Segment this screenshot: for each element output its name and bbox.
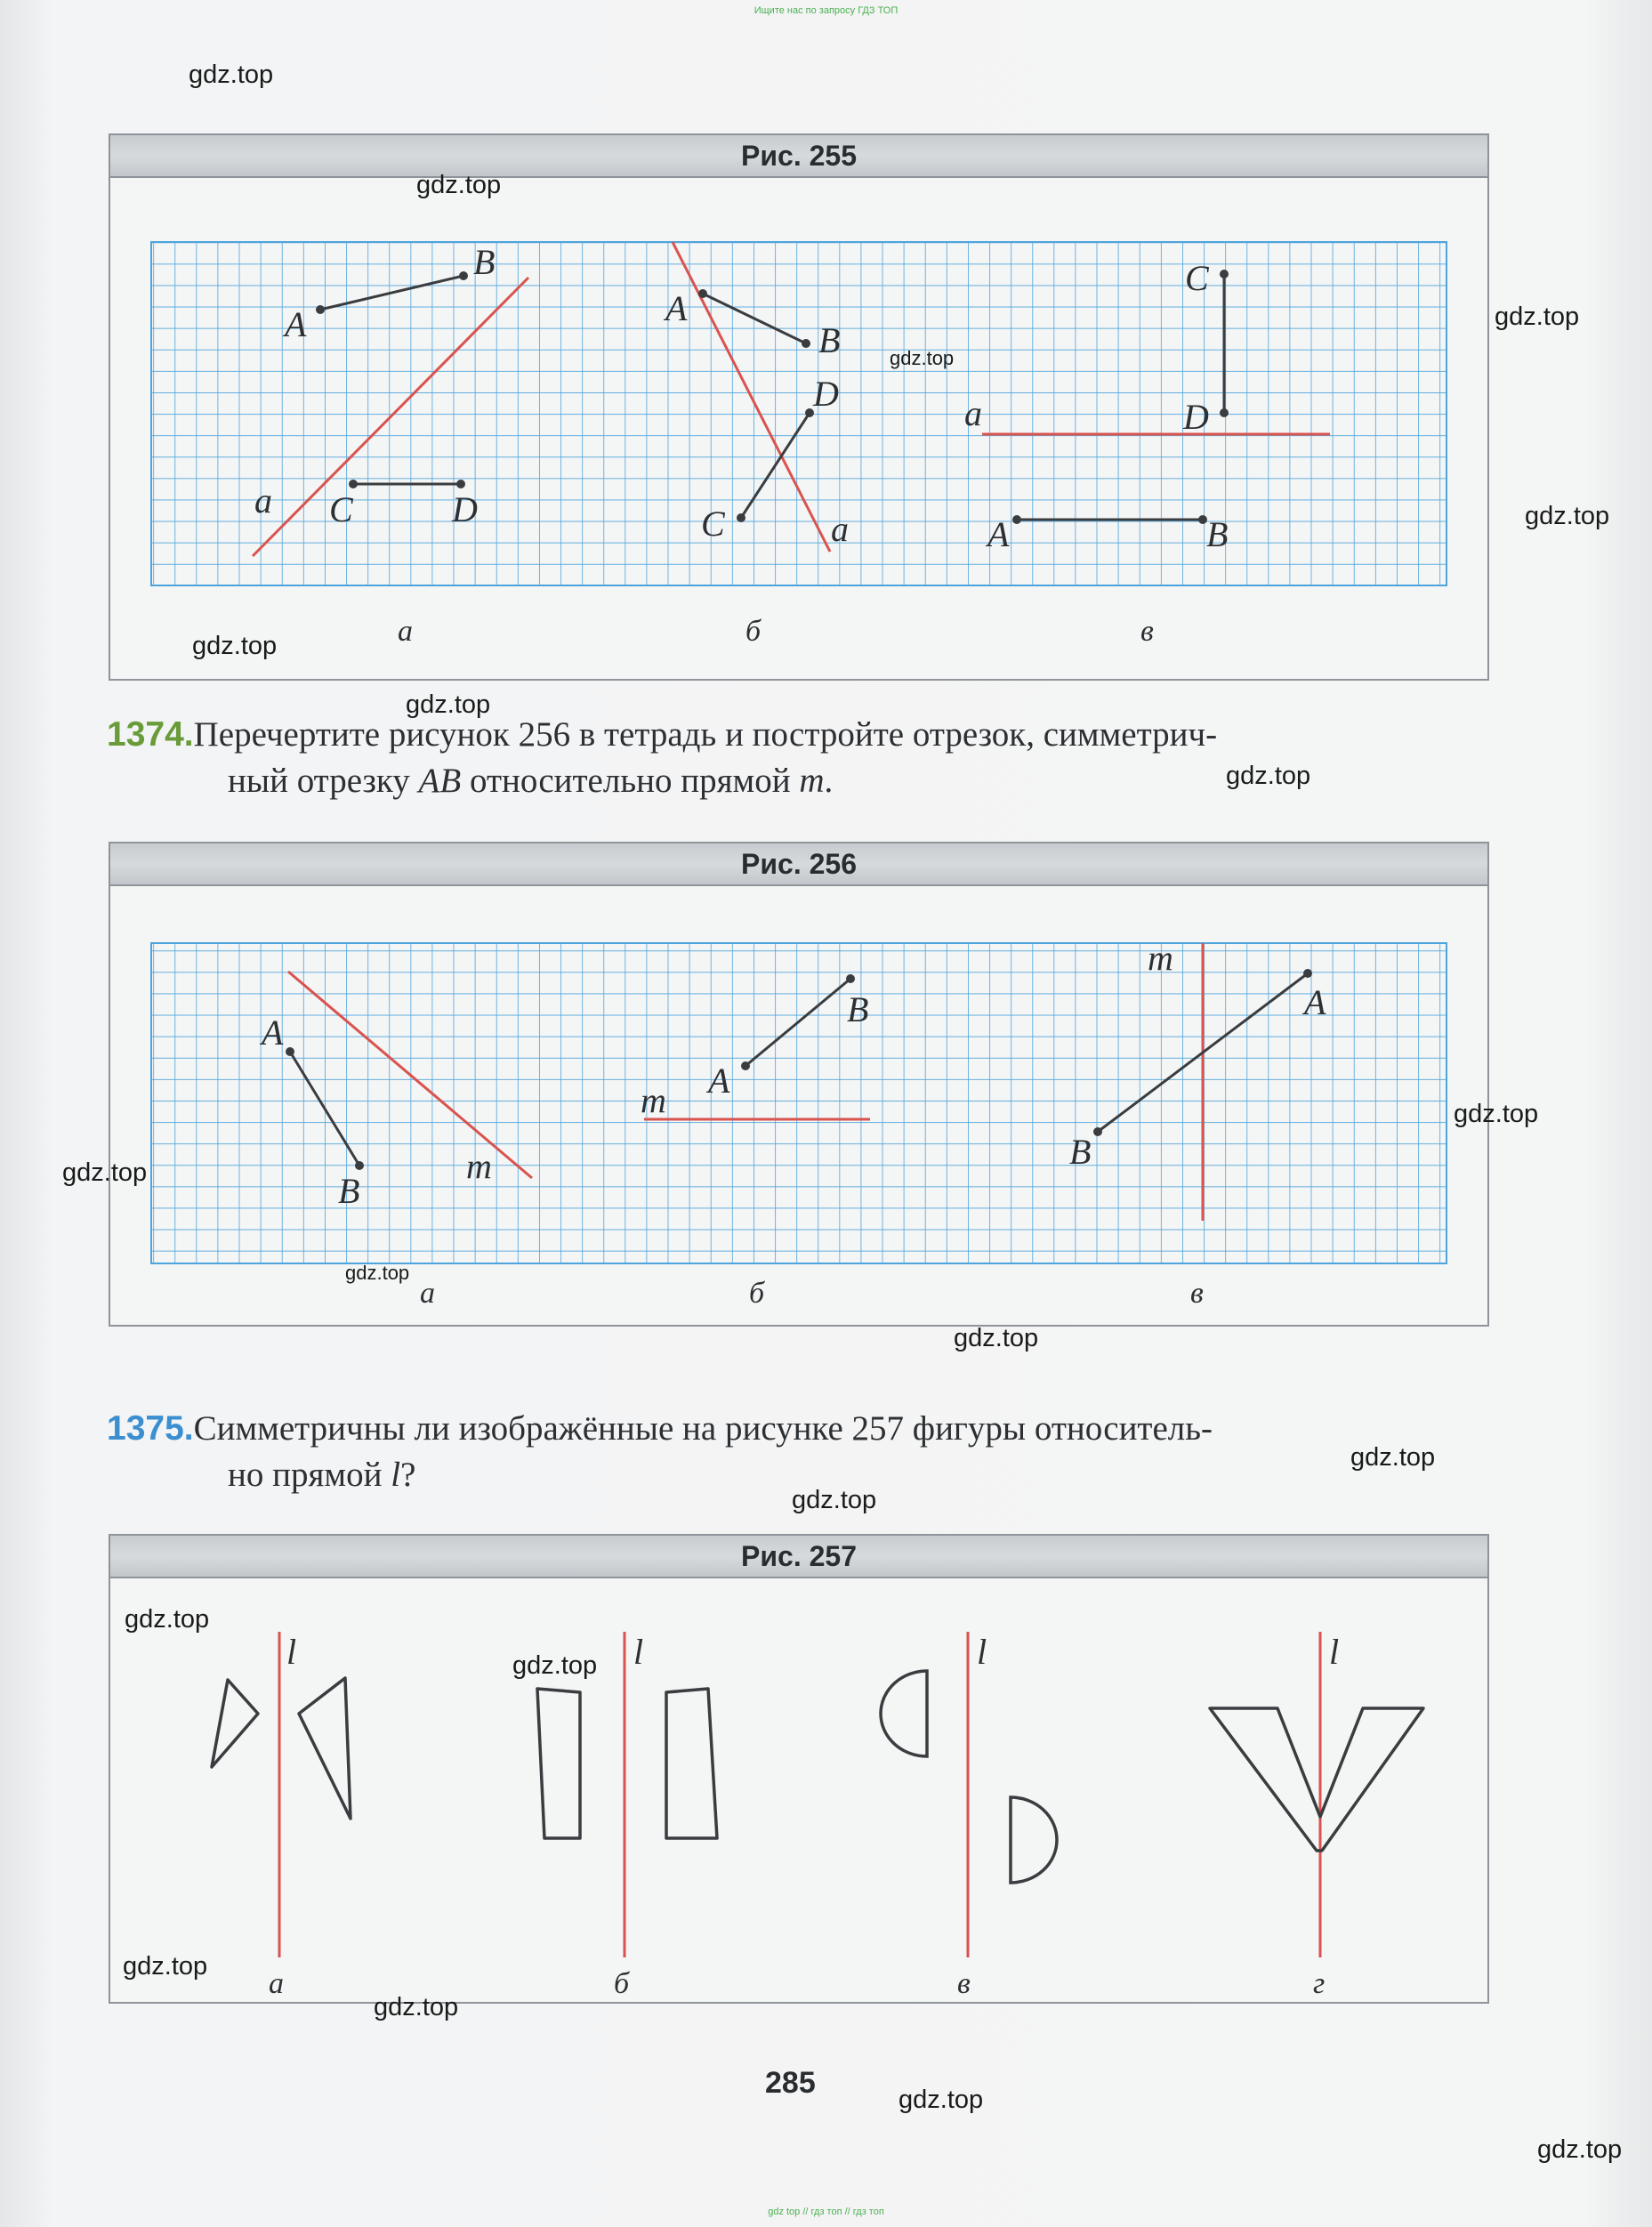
page-number: 285 bbox=[765, 2066, 816, 2100]
label-m: m bbox=[466, 1146, 492, 1186]
caption-b: б bbox=[614, 1967, 630, 2000]
label-c: C bbox=[1185, 258, 1209, 298]
watermark: gdz.top bbox=[123, 1952, 208, 1981]
point-a bbox=[698, 289, 707, 298]
point-d bbox=[456, 480, 465, 488]
task-number: 1375. bbox=[107, 1409, 194, 1448]
label-a: A bbox=[1304, 982, 1326, 1022]
label-line-a: a bbox=[831, 509, 849, 549]
label-a: A bbox=[708, 1061, 730, 1101]
watermark: gdz.top bbox=[406, 690, 491, 719]
label-l: l bbox=[1329, 1632, 1340, 1672]
label-d: D bbox=[813, 374, 839, 414]
watermark: gdz.top bbox=[125, 1605, 210, 1634]
point-a bbox=[286, 1047, 294, 1056]
fig257-panel-b bbox=[537, 1632, 717, 2000]
label-c: C bbox=[701, 504, 725, 544]
label-a: A bbox=[665, 288, 688, 328]
label-b: B bbox=[847, 989, 869, 1029]
task-text-line1: Перечертите рисунок 256 в тетрадь и постройте отрезок, симметрич- bbox=[193, 715, 1218, 754]
watermark: gdz.top bbox=[189, 61, 274, 89]
figure-257 bbox=[109, 1534, 1489, 2004]
point-a bbox=[741, 1061, 750, 1070]
label-a: A bbox=[285, 304, 307, 344]
label-c: C bbox=[329, 489, 353, 529]
point-b bbox=[1093, 1127, 1102, 1136]
figure-255-title: Рис. 255 bbox=[741, 140, 857, 172]
grid bbox=[151, 943, 1447, 1263]
caption-v: в bbox=[1190, 1277, 1204, 1310]
watermark: gdz.top bbox=[374, 1993, 459, 2021]
watermark: gdz.top bbox=[899, 2086, 984, 2114]
label-b: B bbox=[473, 242, 496, 282]
watermark: gdz.top bbox=[954, 1324, 1039, 1352]
task-1374: 1374.Перечертите рисунок 256 в тетрадь и постройте отрезок, симметрич- ный отрезку AB относительно прямой m. bbox=[107, 715, 1218, 800]
label-l: l bbox=[633, 1632, 644, 1672]
caption-v: в bbox=[1140, 615, 1154, 648]
task-text-line1: Симметричны ли изображённые на рисунке 257 фигуры относитель- bbox=[193, 1409, 1213, 1448]
label-b: B bbox=[338, 1171, 360, 1211]
caption-a: а bbox=[420, 1277, 435, 1310]
watermark: gdz.top bbox=[1226, 762, 1311, 790]
fig257-panel-a bbox=[212, 1632, 351, 2000]
line-name: m bbox=[799, 762, 825, 800]
watermark: gdz.top bbox=[792, 1486, 877, 1514]
watermark: gdz.top bbox=[1537, 2135, 1623, 2164]
top-banner[interactable]: Ищите нас по запросу ГДЗ ТОП bbox=[753, 5, 899, 16]
watermark: gdz.top bbox=[192, 632, 278, 660]
point-b bbox=[355, 1161, 364, 1170]
point-a bbox=[1012, 515, 1021, 524]
point-b bbox=[846, 974, 855, 983]
label-a: A bbox=[262, 1013, 284, 1053]
label-line-a: a bbox=[964, 393, 982, 433]
point-b bbox=[459, 271, 468, 280]
watermark: gdz.top bbox=[416, 171, 502, 199]
task-1375: 1375.Симметричны ли изображённые на рисунке 257 фигуры относитель- но прямой l? bbox=[107, 1409, 1213, 1494]
label-b: B bbox=[1206, 514, 1229, 554]
watermark: gdz.top bbox=[1525, 502, 1610, 530]
caption-b: б bbox=[749, 1277, 765, 1310]
point-b bbox=[802, 339, 810, 348]
figure-256-title: Рис. 256 bbox=[741, 848, 857, 880]
grid bbox=[151, 242, 1447, 585]
figure-255 bbox=[109, 133, 1489, 681]
label-d: D bbox=[1183, 397, 1209, 437]
figure-256 bbox=[109, 842, 1489, 1327]
caption-a: а bbox=[269, 1967, 284, 2000]
caption-g: г bbox=[1313, 1967, 1326, 2000]
caption-v: в bbox=[957, 1967, 971, 2000]
watermark: gdz.top bbox=[890, 347, 955, 369]
label-b: B bbox=[818, 320, 841, 360]
watermark: gdz.top bbox=[1350, 1443, 1436, 1472]
segment-name: AB bbox=[418, 762, 462, 800]
figure-257-drawing bbox=[110, 1578, 1487, 2004]
caption-a: а bbox=[398, 615, 413, 648]
point-a bbox=[1303, 969, 1312, 978]
label-m: m bbox=[641, 1080, 666, 1120]
fig257-panel-v bbox=[881, 1632, 1057, 2000]
shape-upper bbox=[881, 1671, 927, 1756]
label-m: m bbox=[1148, 938, 1173, 978]
label-line-a: a bbox=[254, 480, 272, 520]
label-a: A bbox=[987, 514, 1010, 554]
fig257-panel-g bbox=[1210, 1632, 1423, 2000]
label-b: B bbox=[1069, 1132, 1092, 1172]
watermark: gdz.top bbox=[345, 1262, 410, 1284]
point-c bbox=[349, 480, 358, 488]
watermark: gdz.top bbox=[512, 1651, 598, 1680]
shape-right bbox=[299, 1678, 351, 1819]
watermark: gdz.top bbox=[62, 1158, 148, 1187]
shape-left bbox=[212, 1680, 258, 1767]
shape-v bbox=[1210, 1708, 1423, 1851]
point-a bbox=[316, 305, 325, 314]
shape-lower bbox=[1011, 1797, 1057, 1883]
label-d: D bbox=[452, 489, 478, 529]
label-l: l bbox=[977, 1632, 987, 1672]
caption-b: б bbox=[745, 615, 762, 648]
point-d bbox=[1220, 408, 1229, 417]
figure-257-title: Рис. 257 bbox=[741, 1540, 857, 1572]
figure-255-drawing bbox=[110, 178, 1487, 681]
shape-right bbox=[666, 1689, 717, 1838]
line-name: l bbox=[391, 1456, 401, 1494]
watermark: gdz.top bbox=[1495, 303, 1580, 331]
task-number: 1374. bbox=[107, 715, 194, 754]
figure-256-drawing bbox=[110, 886, 1487, 1327]
shape-left bbox=[537, 1689, 580, 1838]
point-c bbox=[737, 513, 745, 522]
watermark: gdz.top bbox=[1454, 1100, 1539, 1128]
label-l: l bbox=[286, 1632, 297, 1672]
bottom-banner[interactable]: gdz top // гдз топ // гдз топ bbox=[768, 2207, 884, 2217]
point-c bbox=[1220, 270, 1229, 278]
